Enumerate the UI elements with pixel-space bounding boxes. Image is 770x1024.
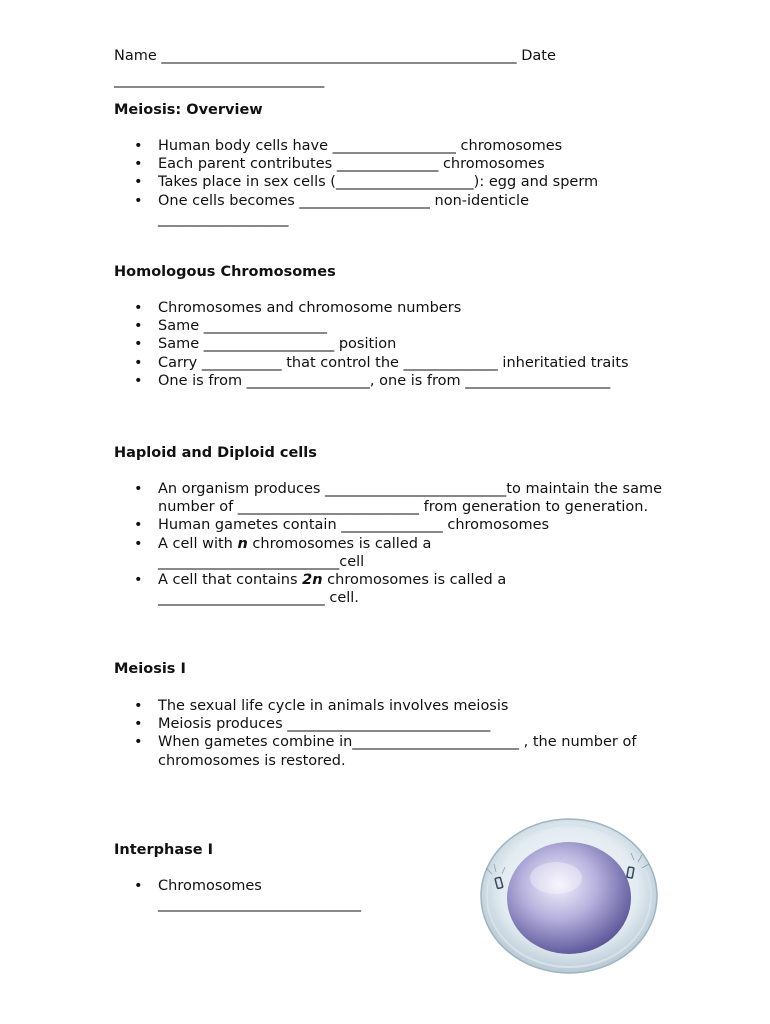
bullet-icon: • [134, 698, 143, 714]
bullet-icon: • [134, 372, 143, 389]
list-meiosis-overview [114, 137, 659, 228]
bullet-icon: • [134, 336, 143, 353]
section-title-interphase-i: Interphase I [114, 842, 214, 858]
section-title-homologous-chromosomes: Homologous Chromosomes [114, 264, 336, 280]
bullet-icon: • [134, 192, 143, 209]
list-item: • Chromosomes and chromosome numbers [134, 300, 462, 316]
list-item: • One cells becomes __________________ non-identicle __________________ [134, 192, 529, 227]
section-title-meiosis-overview: Meiosis: Overview [114, 102, 263, 118]
bullet-icon: • [134, 517, 143, 534]
bullet-icon: • [134, 878, 143, 894]
list-item: • Human body cells have _________________ chromosomes [134, 138, 563, 154]
section-title-haploid-diploid: Haploid and Diploid cells [114, 445, 317, 461]
section-title-meiosis-i: Meiosis I [114, 661, 186, 677]
date-blank-line: _____________________________ [114, 72, 325, 88]
list-item: • The sexual life cycle in animals involves meiosis [134, 698, 509, 714]
bullet-icon: • [134, 716, 143, 733]
list-item: • One is from _________________, one is from ____________________ [134, 372, 611, 389]
list-item: • Same __________________ position [134, 336, 397, 353]
list-item: • Carry ___________ that control the _____________ inheritatied traits [134, 354, 629, 371]
bullet-icon: • [134, 481, 143, 497]
bullet-icon: • [134, 318, 143, 335]
list-item: • When gametes combine in_______________________ , the number of chromosomes is restored. [134, 734, 637, 769]
list-item: • Each parent contributes ______________ chromosomes [134, 156, 545, 173]
bullet-icon: • [134, 156, 143, 173]
list-haploid-diploid [114, 480, 662, 607]
list-homologous-chromosomes [114, 299, 659, 390]
bullet-icon: • [134, 300, 143, 316]
bullet-icon: • [134, 734, 143, 751]
list-item: • An organism produces _________________________to maintain the same number of _________________________ from generation to generation. [134, 481, 662, 516]
list-item: • Takes place in sex cells (___________________): egg and sperm [134, 174, 599, 191]
list-item: • A cell with n chromosomes is called a _________________________cell [134, 535, 432, 570]
haploid-variable: n [237, 535, 248, 552]
list-item: • Same _________________ [134, 318, 327, 335]
bullet-icon: • [134, 174, 143, 191]
bullet-icon: • [134, 535, 143, 552]
list-item: • A cell that contains 2n chromosomes is called a _______________________ cell. [134, 572, 507, 607]
diploid-variable: 2n [302, 572, 323, 589]
list-meiosis-i [114, 697, 659, 770]
bullet-icon: • [134, 138, 143, 154]
cell-illustration-icon [478, 816, 660, 976]
name-date-line: Name _________________________________________________ Date [114, 48, 556, 64]
list-item: • Chromosomes ____________________________ [134, 878, 361, 913]
list-item: • Meiosis produces ____________________________ [134, 716, 491, 733]
list-item: • Human gametes contain ______________ chromosomes [134, 517, 550, 534]
bullet-icon: • [134, 572, 143, 589]
bullet-icon: • [134, 354, 143, 371]
